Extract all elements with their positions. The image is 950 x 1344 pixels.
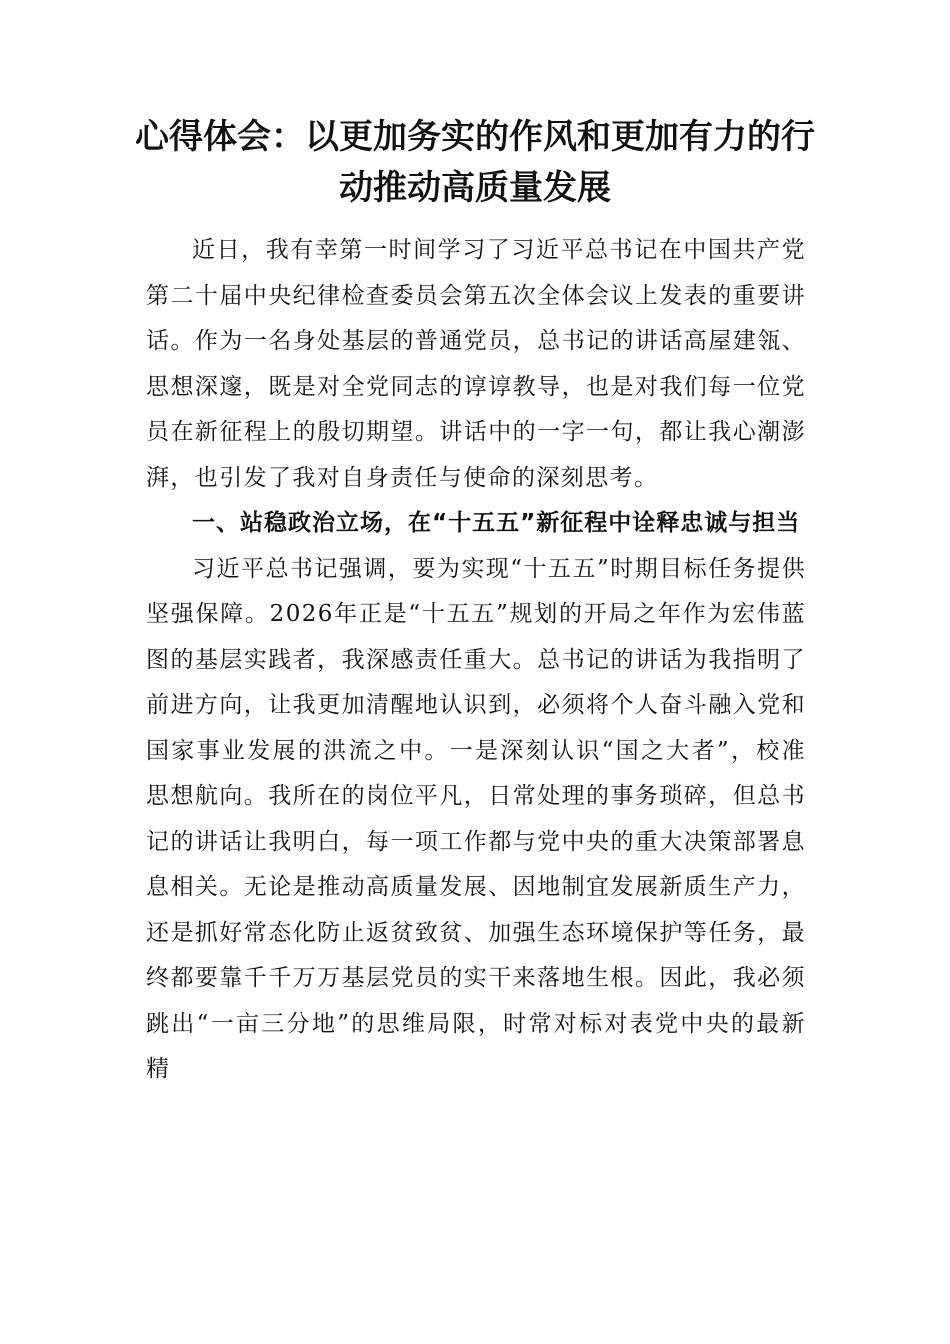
section-heading: 一、站稳政治立场，在“十五五”新征程中诠释忠诚与担当 [192,510,801,536]
document-title: 心得体会：以更加务实的作风和更加有力的行动推动高质量发展 [135,117,815,208]
intro-paragraph: 近日，我有幸第一时间学习了习近平总书记在中国共产党第二十届中央纪律检查委员会第五次全体会议上发表的重要讲话。作为一名身处基层的普通党员，总书记的讲话高屋建瓴、思想深邃，既是对全党同志的谆谆教导，也是对我们每一位党员在新征程上的殷切期望。讲话中的一字一句，都让我心潮澎湃，也引发了我对自身责任与使命的深刻思考。 [146,237,806,491]
document-body [146,228,806,1093]
section-paragraph: 习近平总书记强调，要为实现“十五五”时期目标任务提供坚强保障。2026年正是“十五五”规划的开局之年作为宏伟蓝图的基层实践者，我深感责任重大。总书记的讲话为我指明了前进方向，让我更加清醒地认识到，必须将个人奋斗融入党和国家事业发展的洪流之中。一是深刻认识“国之大者”，校准思想航向。我所在的岗位平凡，日常处理的事务琐碎，但总书记的讲话让我明白，每一项工作都与党中央的重大决策部署息息相关。无论是推动高质量发展、因地制宜发展新质生产力，还是抓好常态化防止返贫致贫、加强生态环境保护等任务，最终都要靠千千万万基层党员的实干来落地生根。因此，我必须跳出“一亩三分地”的思维局限，时常对标对表党中央的最新精 [146,555,806,1082]
